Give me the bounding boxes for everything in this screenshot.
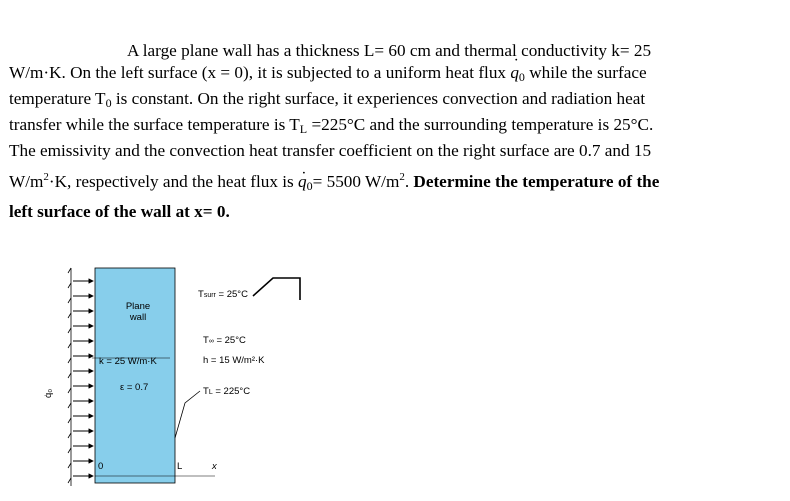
heat-flux-symbol-2: q ˙ <box>298 172 307 191</box>
m2-superscript-2: 2 <box>399 171 405 183</box>
plane-wall-label-1: Plane <box>125 301 151 312</box>
problem-statement <box>9 40 781 223</box>
problem-line-6 <box>9 172 659 191</box>
heat-flux-arrows <box>73 281 93 476</box>
tl-label <box>203 386 250 398</box>
axis-l: L <box>177 461 183 472</box>
heat-flux-symbol: q ˙ <box>510 63 519 82</box>
tsurr-sub: surr <box>203 292 216 299</box>
problem-line-4: transfer while the surface temperature is T <box>9 115 300 134</box>
tinf-sub: ∞ <box>208 338 214 345</box>
problem-line-6b: ·K, respectively and the heat flux is <box>48 172 299 191</box>
tinf-value: = 25°C <box>213 335 246 346</box>
problem-line-6d: . <box>404 172 414 191</box>
surroundings-symbol <box>253 278 300 300</box>
axis-zero: 0 <box>98 461 104 472</box>
problem-line-3b: is constant. On the right surface, it experiences convection and radiation heat <box>111 89 646 108</box>
axis-x: x <box>212 461 217 472</box>
emissivity-label: ε = 0.7 <box>120 382 149 393</box>
tl-subscript: L <box>299 122 308 136</box>
plane-wall-label-2: wall <box>129 312 147 323</box>
m2-superscript: 2 <box>43 171 49 183</box>
problem-line-6a: W/m <box>9 172 44 191</box>
tinf-label <box>203 335 246 347</box>
h-label: h = 15 W/m²·K <box>203 355 265 366</box>
tsurr-t: T <box>198 289 204 300</box>
problem-line-2a: W/m·K. On the left surface (x = 0), it is subjected to a uniform heat flux <box>9 63 511 82</box>
plane-wall-figure <box>40 258 400 488</box>
problem-paragraph <box>9 40 781 223</box>
heat-flux-subscript-2: 0 <box>306 179 313 193</box>
q0-label: q̇₀ <box>43 388 54 398</box>
problem-line-3: temperature T <box>9 89 106 108</box>
tsurr-label <box>198 289 248 301</box>
t0-subscript: 0 <box>105 96 112 110</box>
problem-line-4b: =225°C and the surrounding temperature is 25°C. <box>307 115 654 134</box>
problem-line-5: The emissivity and the convection heat transfer coefficient on the right surface are 0.7 and 15 <box>9 141 652 160</box>
plane-wall-label <box>120 301 156 323</box>
problem-line-1: A large plane wall has a thickness L= 60 cm and thermal conductivity k= 25 <box>127 41 652 60</box>
tl-t: T <box>203 386 209 397</box>
heat-flux-subscript: 0 <box>518 70 525 84</box>
tl-leader <box>175 391 200 438</box>
tl-sub: L <box>208 389 213 396</box>
tl-value: = 225°C <box>212 386 251 397</box>
problem-line-2b: while the surface <box>524 63 647 82</box>
question-bold-a: Determine the temperature of the <box>413 172 660 191</box>
problem-line-6c: = 5500 W/m <box>312 172 400 191</box>
question-bold-b: left surface of the wall at x= 0. <box>9 202 230 221</box>
hatching <box>68 268 71 486</box>
tinf-t: T <box>203 335 209 346</box>
k-label: k = 25 W/m·K <box>99 356 157 367</box>
tsurr-value: = 25°C <box>215 289 248 300</box>
